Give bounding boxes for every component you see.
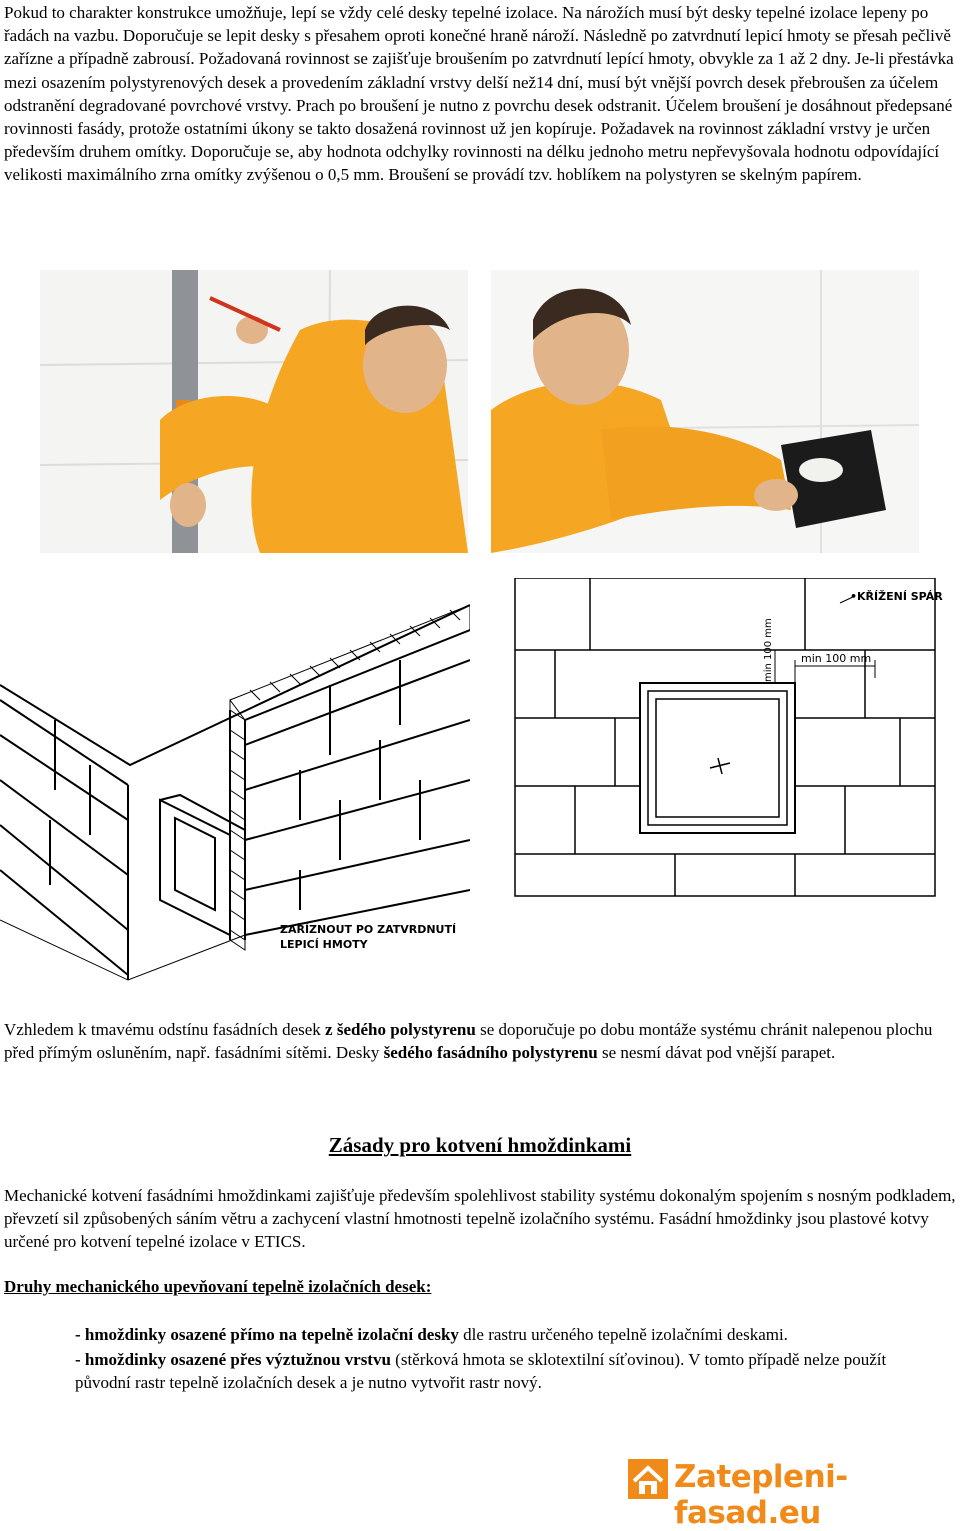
anchoring-types-subheading: Druhy mechanického upevňovaní tepelně izolačních desek: <box>4 1277 432 1296</box>
dim-vertical-label: min 100 mm <box>763 618 774 682</box>
dim-horizontal-label: min 100 mm <box>801 652 872 665</box>
site-logo <box>626 1457 946 1531</box>
cut-label-line1: ZAŘÍZNOUT PO ZATVRDNUTÍ <box>280 923 457 936</box>
list-item <box>75 1323 935 1346</box>
diagram-window-joints <box>505 578 945 898</box>
bullet-2-bold: - hmoždinky osazené přes výztužnou vrstvu <box>75 1350 391 1369</box>
diagram-corner-insulation <box>0 590 470 985</box>
mechanical-anchoring-paragraph: Mechanické kotvení fasádními hmoždinkami zajišťuje především spolehlivost stability systému dokonalým spojením s nosným podkladem, převzetí sil způsobených sáním větru a zachycení vlastní hmotnosti tepelně izolačního systému. Fasádní hmoždinky jsou plastové kotvy určené pro kotvení tepelné izolace v ETICS. <box>4 1186 956 1252</box>
cut-label-line2: LEPICÍ HMOTY <box>280 938 368 951</box>
intro-paragraph: Pokud to charakter konstrukce umožňuje, lepí se vždy celé desky tepelné izolace. Na nárožích musí být desky tepelné izolace lepeny po řadách na vazbu. Doporučuje se lepit desky s přesahem oproti konečné hraně nároží. Následně po zatvrdnutí lepicí hmoty se přesah pečlivě zařízne a případně zabrousí. Požadovaná rovinnost se zajišťuje broušením po zatvrdnutí lepící hmoty, obvykle za 1 až 2 dny. Je-li přestávka mezi osazením polystyrenových desek a provedením základní vrstvy delší než14 dní, musí být vnější povrch desek přebroušen za účelem odstranění degradované povrchové vrstvy. Prach po broušení je nutno z povrchu desek odstranit. Účelem broušení je dosáhnout předepsané rovinnosti fasády, protože ostatními úkony se takto dosažená rovinnost už jen kopíruje. Požadavek na rovinnost základní vrstvy je určen především druhem omítky. Doporučuje se, aby hodnota odchylky rovinnosti na délku jednoho metru nepřevyšovala hodnotu odpovídající velikosti maximálního zrna omítky zvýšenou o 0,5 mm. Broušení se provádí tzv. hoblíkem na polystyren se skelným papírem. <box>4 3 954 185</box>
section-heading: Zásady pro kotvení hmoždinkami <box>328 1133 632 1157</box>
photo-marking-level <box>40 270 468 553</box>
logo-text: Zatepleni-fasad.eu <box>674 1459 848 1531</box>
list-item <box>75 1348 935 1394</box>
bullet-1-text: dle rastru určeného tepelně izolačními deskami. <box>458 1325 788 1344</box>
bullet-2-text: (stěrková hmota se sklotextilní síťovinou). V tomto případě nelze použít původní rastr tepelně izolačních desek a je nutno vytvořit rastr nový. <box>75 1350 887 1392</box>
grey-bold-2: šedého fasádního polystyrenu <box>383 1043 598 1063</box>
house-icon <box>626 1457 670 1501</box>
photo-sanding <box>491 270 919 553</box>
grey-text-2: se doporučuje po dobu montáže systému chránit nalepenou plochu před přímým osluněním, např. fasádními sítěmi. Desky <box>4 1020 933 1063</box>
grey-text-3: se nesmí dávat pod vnější parapet. <box>597 1043 836 1063</box>
grey-bold-1: z šedého polystyrenu <box>325 1020 476 1039</box>
joint-crossing-label: •KŘÍŽENÍ SPÁR <box>850 590 943 603</box>
grey-polystyrene-paragraph <box>4 1018 956 1064</box>
grey-text-1: Vzhledem k tmavému odstínu fasádních desek <box>4 1020 326 1039</box>
bullet-1-bold: - hmoždinky osazené přímo na tepelně izolační desky <box>75 1325 459 1344</box>
